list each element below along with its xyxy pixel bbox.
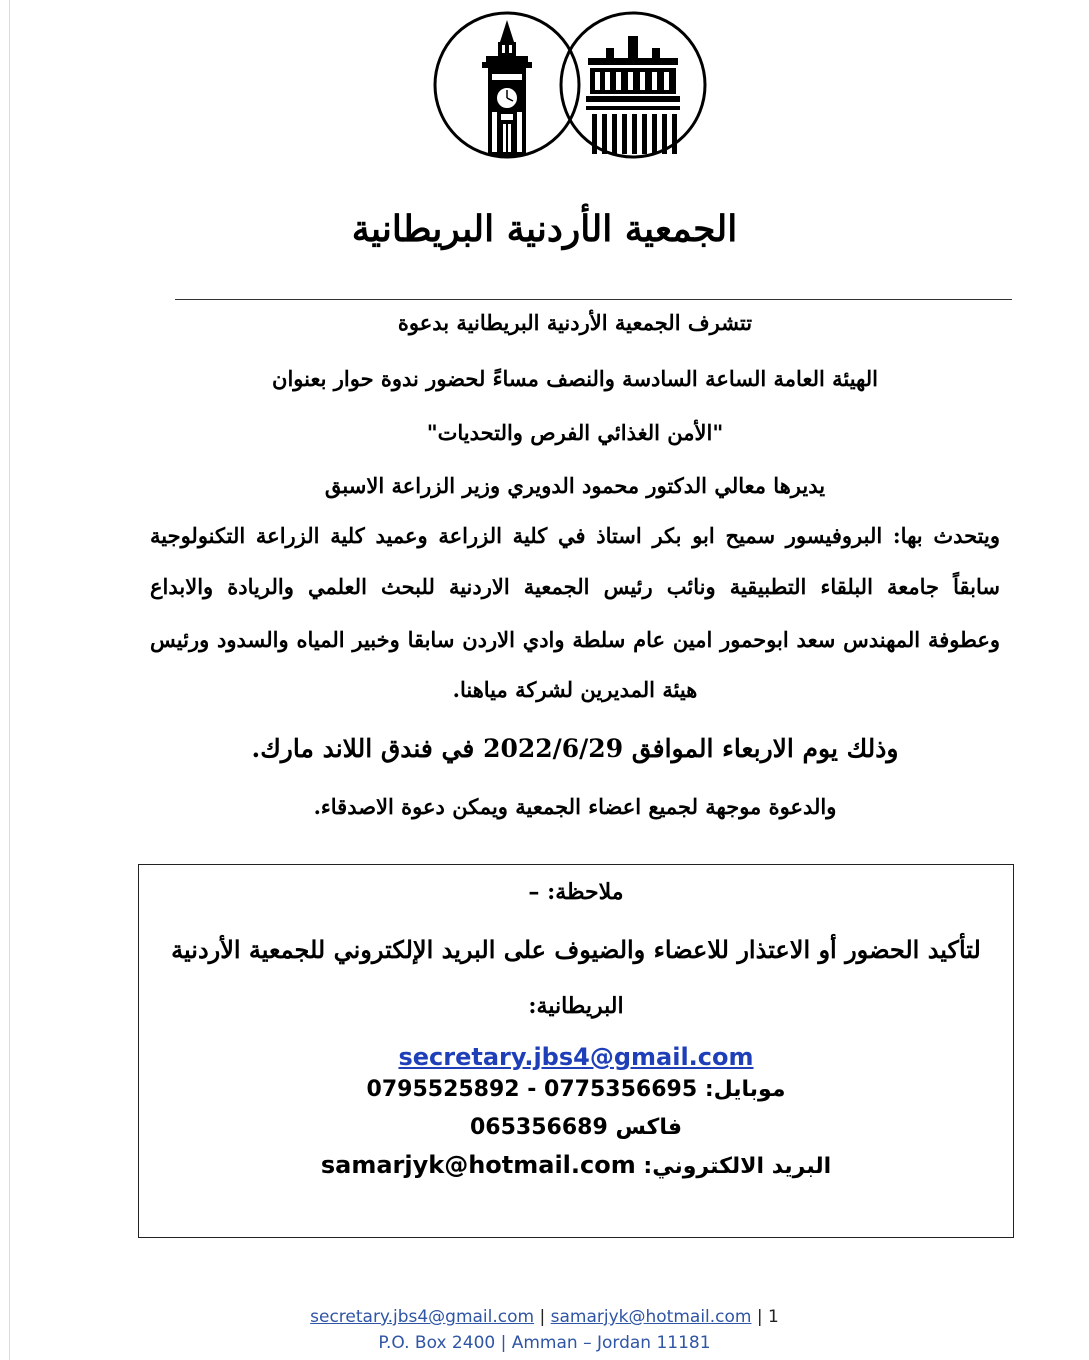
seminar-title: "الأمن الغذائي الفرص والتحديات" <box>426 420 724 445</box>
footer-email-2[interactable]: samarjyk@hotmail.com <box>550 1307 752 1327</box>
speakers-line-3: وعطوفة المهندس سعد ابوحمور امين عام سلطة وادي الاردن سابقا وخبير المياه والسدود ورئيس <box>150 627 1000 652</box>
society-logo <box>430 10 710 160</box>
note-heading: ملاحظة: – <box>528 879 624 905</box>
invitation-line-1: تتشرف الجمعية الأردنية البريطانية بدعوة <box>397 310 753 335</box>
primary-email-link[interactable]: secretary.jbs4@gmail.com <box>398 1043 754 1071</box>
secondary-email-line <box>139 1151 1013 1179</box>
fax-line <box>139 1115 1013 1140</box>
org-title: الجمعية الأردنية البريطانية <box>351 208 738 250</box>
fax-label: فاكس <box>615 1115 682 1140</box>
footer-email-1[interactable]: secretary.jbs4@gmail.com <box>310 1307 535 1327</box>
mobile-label: موبايل: <box>704 1077 786 1102</box>
fax-number: 065356689 <box>469 1115 608 1140</box>
note-box <box>138 864 1014 1238</box>
email-label: البريد الالكتروني: <box>643 1154 832 1179</box>
speakers-line-2: سابقاً جامعة البلقاء التطبيقية ونائب رئيس الجمعية الاردنية للبحث العلمي والريادة والابداع <box>150 574 1000 599</box>
footer-separator: | <box>539 1307 546 1327</box>
building-icon <box>586 36 680 154</box>
date-line: وذلك يوم الاربعاء الموافق 2022/6/29 في فندق اللاند مارك. <box>251 734 899 763</box>
mobile-numbers: 0795525892 - 0775356695 <box>366 1077 698 1102</box>
footer-address: P.O. Box 2400 | Amman – Jordan 11181 <box>378 1333 711 1353</box>
footer-separator: | <box>756 1307 763 1327</box>
page-number: 1 <box>768 1307 779 1327</box>
primary-email-line <box>139 1043 1013 1071</box>
clock-tower-icon <box>482 20 532 156</box>
speakers-line-4: هيئة المديرين لشركة مياهنا. <box>452 677 698 702</box>
footer-contact-line <box>0 1307 1089 1327</box>
secondary-email: samarjyk@hotmail.com <box>320 1151 636 1179</box>
speakers-line-1: ويتحدث بها: البروفيسور سميح ابو بكر استاذ في كلية الزراعة وعميد كلية الزراعة التكنولوجية <box>150 523 1000 548</box>
invitation-line-2: الهيئة العامة الساعة السادسة والنصف مساءً لحضور ندوة حوار بعنوان <box>272 366 878 391</box>
note-line-1: لتأكيد الحضور أو الاعتذار للاعضاء والضيوف على البريد الإلكتروني للجمعية الأردنية <box>171 935 981 964</box>
mobile-line <box>139 1077 1013 1102</box>
audience-line: والدعوة موجهة لجميع اعضاء الجمعية ويمكن دعوة الاصدقاء. <box>313 794 837 819</box>
page-edge <box>9 0 10 1360</box>
note-line-2: البريطانية: <box>528 993 624 1019</box>
moderator-line: يديرها معالي الدكتور محمود الدويري وزير الزراعة الاسبق <box>324 473 826 498</box>
header-divider <box>175 299 1012 300</box>
